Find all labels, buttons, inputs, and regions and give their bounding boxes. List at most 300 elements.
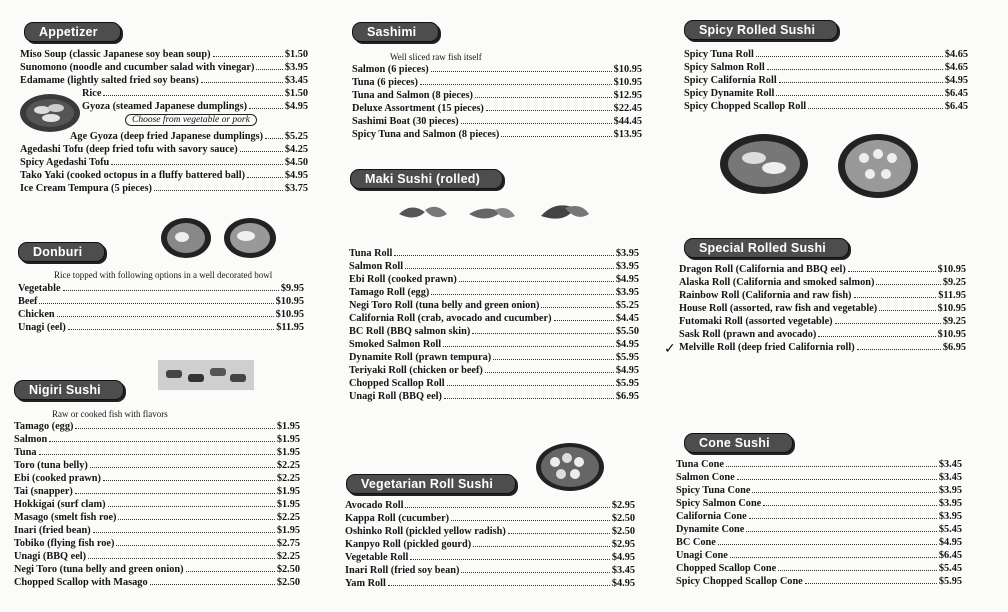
menu-item-row	[14, 577, 300, 590]
menu-item-row	[14, 499, 300, 512]
menu-item-row	[679, 342, 966, 355]
menu-item-price: $3.95	[938, 511, 962, 522]
menu-item-name: BC Roll (BBQ salmon skin)	[349, 326, 471, 337]
dot-leader	[118, 519, 274, 520]
dot-leader	[485, 372, 614, 373]
menu-item-price: $10.95	[937, 329, 966, 340]
menu-item-name: Tuna Cone	[676, 459, 724, 470]
spicy-rolled-header: Spicy Rolled Sushi	[684, 20, 838, 40]
menu-item-name: Toro (tuna belly)	[14, 460, 88, 471]
menu-item-row	[684, 49, 968, 62]
menu-item-row	[14, 473, 300, 486]
menu-item-price: $4.95	[284, 101, 308, 112]
menu-item-row	[676, 537, 962, 550]
menu-item-row	[14, 525, 300, 538]
menu-item-price: $6.45	[938, 550, 962, 561]
menu-item-name: Tako Yaki (cooked octopus in a fluffy battered ball)	[20, 170, 246, 181]
dot-leader	[103, 480, 275, 481]
menu-item-name: Kappa Roll (cucumber)	[345, 513, 450, 524]
menu-item-price: $5.95	[615, 352, 639, 363]
dot-leader	[776, 95, 942, 96]
menu-item-name: California Cone	[676, 511, 747, 522]
menu-item-price: $11.95	[938, 290, 966, 301]
menu-item-name: Dynamite Roll (prawn tempura)	[349, 352, 492, 363]
dot-leader	[240, 151, 283, 152]
menu-item-name: Tuna Roll	[349, 248, 393, 259]
menu-item-row	[684, 62, 968, 75]
menu-item-price: $44.45	[613, 116, 642, 127]
menu-item-price: $3.95	[615, 261, 639, 272]
sashimi-subtitle: Well sliced raw fish itself	[390, 52, 482, 62]
dot-leader	[508, 533, 610, 534]
menu-item-price: $5.45	[938, 524, 962, 535]
menu-item-price: $10.95	[275, 296, 304, 307]
dot-leader	[486, 110, 612, 111]
menu-item-name: Chopped Scallop Roll	[349, 378, 445, 389]
menu-item-row	[679, 316, 966, 329]
menu-item-price: $1.50	[284, 88, 308, 99]
dot-leader	[459, 281, 614, 282]
maki-header: Maki Sushi (rolled)	[350, 169, 503, 189]
dot-leader	[186, 571, 275, 572]
menu-item-row	[349, 313, 639, 326]
menu-item-price: $4.65	[944, 49, 968, 60]
menu-item-row	[352, 90, 642, 103]
dot-leader	[75, 493, 275, 494]
menu-item-name: Spicy Salmon Roll	[684, 62, 765, 73]
menu-item-name: Ice Cream Tempura (5 pieces)	[20, 183, 152, 194]
menu-item-name: Alaska Roll (California and smoked salmon)	[679, 277, 875, 288]
menu-item-price: $4.95	[938, 537, 962, 548]
menu-item-row	[349, 287, 639, 300]
menu-item-row	[14, 538, 300, 551]
dot-leader	[410, 559, 609, 560]
dot-leader	[447, 385, 614, 386]
menu-item-price: $10.95	[613, 64, 642, 75]
menu-item-name: Avocado Roll	[345, 500, 404, 511]
menu-item-price: $5.25	[615, 300, 639, 311]
menu-item-price: $2.50	[276, 564, 300, 575]
menu-item-name: Unagi Cone	[676, 550, 728, 561]
nigiri-platter-image	[158, 360, 254, 390]
menu-item-row	[345, 526, 635, 539]
dot-leader	[876, 284, 940, 285]
menu-item-name: Gyoza (steamed Japanese dumplings)	[82, 101, 248, 112]
sashimi-header: Sashimi	[352, 22, 439, 42]
dot-leader	[767, 69, 943, 70]
nigiri-list	[14, 421, 300, 590]
menu-item-row	[20, 75, 308, 88]
menu-item-price: $2.25	[276, 460, 300, 471]
menu-item-name: Spicy Chopped Scallop Cone	[676, 576, 803, 587]
menu-item-price: $3.95	[615, 248, 639, 259]
special-rolled-list	[679, 264, 966, 355]
menu-item-price: $4.45	[615, 313, 639, 324]
dot-leader	[779, 82, 943, 83]
menu-item-row	[14, 460, 300, 473]
menu-item-price: $4.95	[944, 75, 968, 86]
dot-leader	[57, 316, 274, 317]
menu-item-price: $3.45	[284, 75, 308, 86]
menu-item-name: Spicy Dynamite Roll	[684, 88, 775, 99]
dot-leader	[493, 359, 614, 360]
menu-item-price: $13.95	[613, 129, 642, 140]
menu-item-row	[684, 88, 968, 101]
dot-leader	[201, 82, 283, 83]
menu-item-name: Smoked Salmon Roll	[349, 339, 442, 350]
menu-item-name: Kanpyo Roll (pickled gourd)	[345, 539, 472, 550]
menu-item-price: $4.95	[284, 170, 308, 181]
menu-item-row	[676, 511, 962, 524]
menu-item-price: $4.65	[944, 62, 968, 73]
nigiri-header: Nigiri Sushi	[14, 380, 124, 400]
dot-leader	[848, 271, 936, 272]
menu-item-name: Chopped Scallop Cone	[676, 563, 777, 574]
spicy-rolled-list	[684, 49, 968, 114]
menu-item-row	[349, 248, 639, 261]
dot-leader	[431, 71, 612, 72]
menu-item-name: Hokkigai (surf clam)	[14, 499, 106, 510]
sashimi-list	[352, 64, 642, 142]
menu-item-name: Dynamite Cone	[676, 524, 745, 535]
menu-item-price: $4.95	[615, 274, 639, 285]
menu-item-name: Agedashi Tofu (deep fried tofu with savory sauce)	[20, 144, 238, 155]
spicy-rolls-plates-image	[718, 128, 918, 200]
menu-item-name: Oshinko Roll (pickled yellow radish)	[345, 526, 506, 537]
maki-rolls-image	[395, 200, 595, 228]
menu-item-row	[349, 326, 639, 339]
menu-item-name: Unagi Roll (BBQ eel)	[349, 391, 442, 402]
gyoza-plate-image	[18, 92, 82, 134]
menu-item-name: Masago (smelt fish roe)	[14, 512, 117, 523]
dot-leader	[718, 544, 937, 545]
menu-item-price: $4.95	[615, 365, 639, 376]
menu-item-name: Spicy California Roll	[684, 75, 777, 86]
menu-item-name: Ebi Roll (cooked prawn)	[349, 274, 457, 285]
dot-leader	[461, 123, 612, 124]
menu-item-row	[20, 170, 308, 183]
vegetarian-list	[345, 500, 635, 591]
menu-item-row	[676, 524, 962, 537]
menu-item-price: $1.95	[276, 525, 300, 536]
menu-item-price: $2.25	[276, 473, 300, 484]
menu-item-row	[345, 578, 635, 591]
menu-item-name: Dragon Roll (California and BBQ eel)	[679, 264, 846, 275]
dot-leader	[778, 570, 937, 571]
menu-item-name: Unagi (BBQ eel)	[14, 551, 87, 562]
donburi-list	[18, 283, 304, 335]
dot-leader	[746, 531, 936, 532]
dot-leader	[752, 492, 936, 493]
menu-item-price: $1.95	[276, 434, 300, 445]
menu-item-row	[18, 296, 304, 309]
menu-item-row	[352, 103, 642, 116]
menu-item-row	[14, 447, 300, 460]
menu-item-name: Negi Toro Roll (tuna belly and green onion)	[349, 300, 540, 311]
menu-item-name: Sashimi Boat (30 pieces)	[352, 116, 459, 127]
menu-item-price: $4.95	[611, 578, 635, 589]
menu-item-price: $1.95	[276, 486, 300, 497]
menu-item-price: $10.95	[275, 309, 304, 320]
menu-item-row	[676, 498, 962, 511]
menu-item-price: $5.95	[615, 378, 639, 389]
menu-item-name: Chopped Scallop with Masago	[14, 577, 148, 588]
menu-item-row	[352, 129, 642, 142]
menu-item-price: $2.50	[611, 526, 635, 537]
dot-leader	[39, 303, 273, 304]
dot-leader	[249, 108, 283, 109]
menu-item-name: Ebi (cooked prawn)	[14, 473, 101, 484]
donburi-subtitle: Rice topped with following options in a well decorated bowl	[54, 270, 273, 280]
menu-item-row	[352, 116, 642, 129]
menu-item-price: $6.45	[944, 88, 968, 99]
dot-leader	[256, 69, 282, 70]
menu-item-row	[349, 378, 639, 391]
menu-item-row	[14, 551, 300, 564]
dot-leader	[854, 297, 937, 298]
menu-item-name: Salmon (6 pieces)	[352, 64, 429, 75]
menu-item-row	[679, 290, 966, 303]
menu-item-name: Melville Roll (deep fried California roll)	[679, 342, 855, 353]
menu-item-price: $3.95	[938, 498, 962, 509]
menu-item-row	[349, 274, 639, 287]
menu-item-name: BC Cone	[676, 537, 716, 548]
vegetarian-platter-image	[535, 442, 605, 492]
menu-item-price: $1.95	[276, 447, 300, 458]
menu-item-price: $5.45	[938, 563, 962, 574]
menu-item-price: $22.45	[613, 103, 642, 114]
menu-item-price: $3.95	[938, 485, 962, 496]
menu-item-row	[349, 352, 639, 365]
menu-item-row	[679, 277, 966, 290]
cone-list	[676, 459, 962, 589]
menu-item-row	[676, 550, 962, 563]
menu-item-row	[20, 183, 308, 196]
menu-item-price: $2.75	[276, 538, 300, 549]
menu-item-name: Tamago (egg)	[14, 421, 74, 432]
menu-item-row	[349, 339, 639, 352]
cone-header: Cone Sushi	[684, 433, 793, 453]
dot-leader	[749, 518, 937, 519]
dot-leader	[108, 506, 275, 507]
menu-item-name: House Roll (assorted, raw fish and vegetable)	[679, 303, 878, 314]
menu-item-name: Tamago Roll (egg)	[349, 287, 430, 298]
menu-item-name: Sask Roll (prawn and avocado)	[679, 329, 817, 340]
menu-item-row	[349, 365, 639, 378]
dot-leader	[93, 532, 275, 533]
dot-leader	[857, 349, 941, 350]
dot-leader	[388, 585, 610, 586]
menu-item-name: Inari (fried bean)	[14, 525, 91, 536]
menu-item-row	[345, 539, 635, 552]
menu-item-price: $4.95	[615, 339, 639, 350]
menu-item-row	[676, 576, 962, 589]
menu-item-name: Spicy Agedashi Tofu	[20, 157, 110, 168]
menu-item-name: Sunomono (noodle and cucumber salad with vinegar)	[20, 62, 255, 73]
dot-leader	[247, 177, 283, 178]
dot-leader	[431, 294, 614, 295]
menu-item-price: $3.95	[615, 287, 639, 298]
dot-leader	[88, 558, 275, 559]
menu-item-name: Tai (snapper)	[14, 486, 73, 497]
handwritten-check-mark: ✓	[664, 342, 676, 357]
menu-item-price: $4.25	[284, 144, 308, 155]
menu-item-price: $2.95	[611, 500, 635, 511]
menu-item-price: $2.50	[611, 513, 635, 524]
dot-leader	[405, 507, 609, 508]
menu-item-price: $12.95	[613, 90, 642, 101]
menu-item-name: Tobiko (flying fish roe)	[14, 538, 115, 549]
dot-leader	[475, 97, 612, 98]
menu-item-row	[345, 500, 635, 513]
dot-leader	[818, 336, 935, 337]
menu-item-row	[18, 309, 304, 322]
dot-leader	[808, 108, 943, 109]
menu-item-row	[20, 157, 308, 170]
menu-item-price: $2.25	[276, 512, 300, 523]
dot-leader	[444, 398, 614, 399]
donburi-header: Donburi	[18, 242, 105, 262]
menu-item-price: $9.95	[280, 283, 304, 294]
dot-leader	[879, 310, 935, 311]
dot-leader	[111, 164, 283, 165]
menu-item-row	[18, 283, 304, 296]
dot-leader	[394, 255, 613, 256]
menu-item-price: $10.95	[613, 77, 642, 88]
menu-item-row	[349, 261, 639, 274]
dot-leader	[461, 572, 609, 573]
menu-item-row	[18, 322, 304, 335]
dot-leader	[443, 346, 614, 347]
menu-item-price: $5.25	[284, 131, 308, 142]
menu-item-name: Tuna and Salmon (8 pieces)	[352, 90, 473, 101]
menu-item-name: Miso Soup (classic Japanese soy bean soup)	[20, 49, 211, 60]
menu-item-row	[349, 391, 639, 404]
menu-item-price: $6.45	[944, 101, 968, 112]
dot-leader	[473, 546, 610, 547]
menu-item-row	[676, 563, 962, 576]
menu-item-price: $9.25	[942, 277, 966, 288]
menu-item-name: Salmon Roll	[349, 261, 404, 272]
vegetarian-header: Vegetarian Roll Sushi	[346, 474, 516, 494]
menu-item-row	[20, 49, 308, 62]
menu-item-row	[345, 513, 635, 526]
menu-item-price: $2.25	[276, 551, 300, 562]
menu-item-row	[14, 434, 300, 447]
menu-item-price: $11.95	[276, 322, 304, 333]
dot-leader	[835, 323, 941, 324]
menu-item-name: Spicy Tuna Cone	[676, 485, 751, 496]
menu-item-name: Teriyaki Roll (chicken or beef)	[349, 365, 483, 376]
menu-item-price: $4.95	[611, 552, 635, 563]
choose-note: Choose from vegetable or pork	[125, 114, 257, 126]
dot-leader	[451, 520, 610, 521]
menu-item-row	[352, 64, 642, 77]
dot-leader	[265, 138, 283, 139]
menu-item-price: $6.95	[615, 391, 639, 402]
maki-list	[349, 248, 639, 404]
dot-leader	[150, 584, 275, 585]
menu-item-name: Beef	[18, 296, 38, 307]
menu-item-row	[679, 329, 966, 342]
dot-leader	[763, 505, 937, 506]
menu-item-price: $3.45	[938, 459, 962, 470]
menu-item-name: Age Gyoza (deep fried Japanese dumplings)	[70, 131, 264, 142]
menu-item-name: Deluxe Assortment (15 pieces)	[352, 103, 484, 114]
dot-leader	[554, 320, 614, 321]
dot-leader	[49, 441, 275, 442]
dot-leader	[756, 56, 943, 57]
menu-item-price: $5.50	[615, 326, 639, 337]
menu-item-row	[679, 264, 966, 277]
menu-item-name: Spicy Tuna and Salmon (8 pieces)	[352, 129, 500, 140]
dot-leader	[472, 333, 614, 334]
menu-item-price: $3.95	[284, 62, 308, 73]
menu-item-name: Rice	[82, 88, 102, 99]
menu-item-name: California Roll (crab, avocado and cucumber)	[349, 313, 552, 324]
menu-item-price: $2.95	[611, 539, 635, 550]
menu-item-name: Spicy Tuna Roll	[684, 49, 754, 60]
menu-item-name: Edamame (lightly salted fried soy beans)	[20, 75, 199, 86]
menu-item-price: $3.45	[611, 565, 635, 576]
dot-leader	[103, 95, 282, 96]
menu-item-name: Chicken	[18, 309, 55, 320]
menu-item-name: Unagi (eel)	[18, 322, 66, 333]
menu-item-name: Futomaki Roll (assorted vegetable)	[679, 316, 833, 327]
donburi-bowls-image	[160, 217, 278, 259]
dot-leader	[75, 428, 274, 429]
dot-leader	[63, 290, 279, 291]
dot-leader	[405, 268, 614, 269]
menu-item-row	[676, 485, 962, 498]
dot-leader	[501, 136, 611, 137]
menu-item-row	[679, 303, 966, 316]
menu-item-row	[676, 459, 962, 472]
menu-item-name: Spicy Chopped Scallop Roll	[684, 101, 807, 112]
dot-leader	[154, 190, 283, 191]
menu-item-row	[14, 421, 300, 434]
menu-item-name: Inari Roll (fried soy bean)	[345, 565, 460, 576]
appetizer-header: Appetizer	[24, 22, 121, 42]
menu-item-row	[349, 300, 639, 313]
menu-item-row	[345, 565, 635, 578]
dot-leader	[541, 307, 613, 308]
menu-item-name: Spicy Salmon Cone	[676, 498, 762, 509]
dot-leader	[90, 467, 275, 468]
menu-item-name: Salmon Cone	[676, 472, 735, 483]
menu-item-price: $6.95	[942, 342, 966, 353]
menu-item-name: Vegetable Roll	[345, 552, 409, 563]
menu-item-price: $10.95	[937, 303, 966, 314]
menu-item-name: Rainbow Roll (California and raw fish)	[679, 290, 852, 301]
dot-leader	[116, 545, 274, 546]
menu-item-price: $4.50	[284, 157, 308, 168]
dot-leader	[737, 479, 937, 480]
menu-item-row	[20, 62, 308, 75]
menu-item-name: Tuna	[14, 447, 37, 458]
menu-item-price: $3.75	[284, 183, 308, 194]
dot-leader	[730, 557, 937, 558]
dot-leader	[805, 583, 937, 584]
menu-item-price: $3.45	[938, 472, 962, 483]
dot-leader	[726, 466, 937, 467]
menu-item-price: $2.50	[276, 577, 300, 588]
menu-item-price: $1.95	[276, 421, 300, 432]
dot-leader	[68, 329, 274, 330]
dot-leader	[420, 84, 612, 85]
dot-leader	[39, 454, 275, 455]
nigiri-subtitle: Raw or cooked fish with flavors	[52, 409, 168, 419]
